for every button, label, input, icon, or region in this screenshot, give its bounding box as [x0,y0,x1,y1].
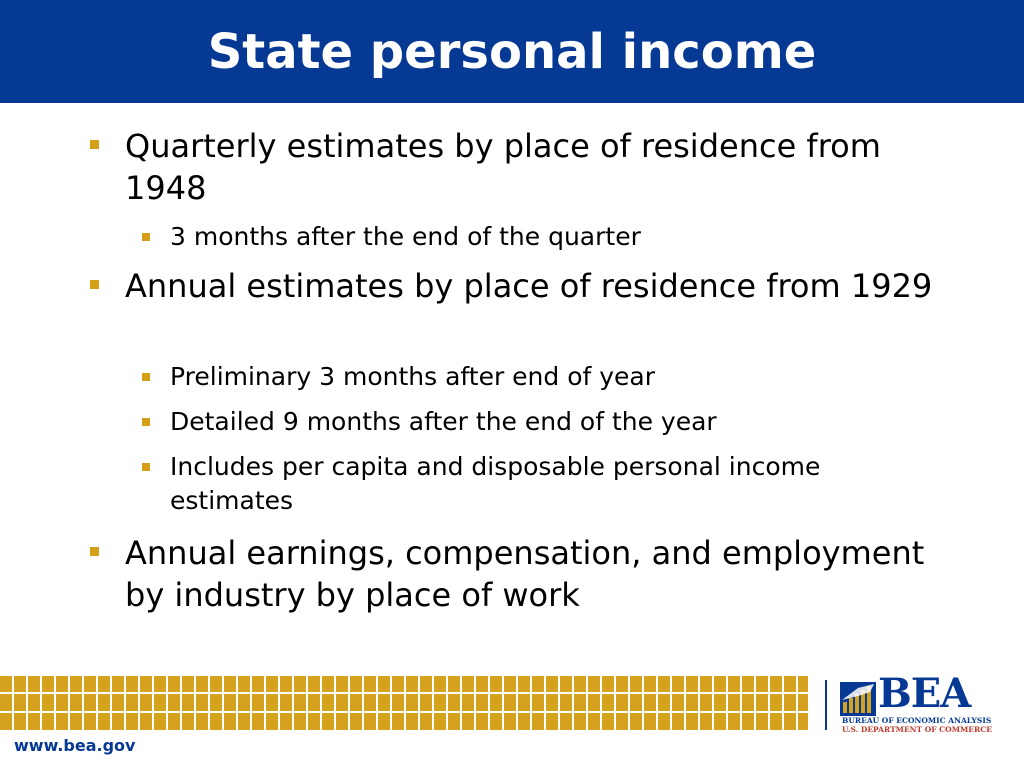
bullet-item: Annual estimates by place of residence from 1929 [125,267,933,305]
bea-logo-word: BEA [878,670,971,717]
bullet-square-icon [142,463,150,471]
bea-logo-subtitle: BUREAU OF ECONOMIC ANALYSIS [842,716,992,725]
bea-logo-department: U.S. DEPARTMENT OF COMMERCE [842,725,992,734]
sub-bullet-item: Preliminary 3 months after end of year [170,362,656,391]
bea-eagle-icon [840,682,876,716]
sub-bullet-item: Detailed 9 months after the end of the year [170,407,717,436]
footer-url[interactable]: www.bea.gov [14,736,136,755]
bullet-item: Annual earnings, compensation, and employment by industry by place of work [125,534,925,614]
bullet-square-icon [90,547,99,556]
sub-bullet-item: 3 months after the end of the quarter [170,222,641,251]
slide-title: State personal income [207,24,817,80]
bullet-item: Quarterly estimates by place of residence from 1948 [125,127,881,207]
sub-bullet-item: Includes per capita and disposable personal income estimates [170,452,821,515]
footer-divider [825,680,827,730]
bullet-square-icon [90,280,99,289]
bea-logo [840,670,992,734]
bullet-square-icon [142,233,150,241]
bullet-square-icon [90,140,99,149]
footer-grid-band [0,676,808,732]
bullet-square-icon [142,373,150,381]
bullet-square-icon [142,418,150,426]
